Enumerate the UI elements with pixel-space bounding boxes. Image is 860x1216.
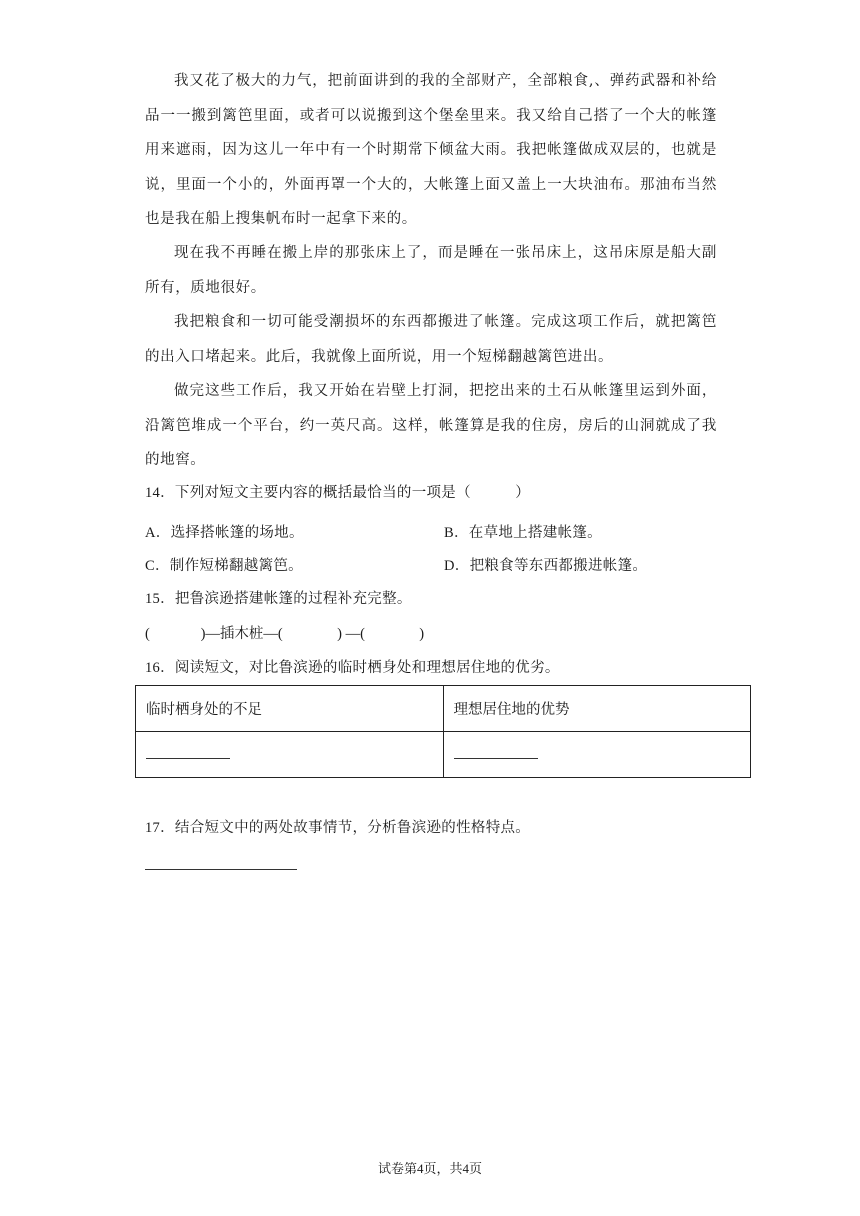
answer-blank-line[interactable] <box>146 746 230 759</box>
answer-cell-advantages[interactable] <box>443 732 751 778</box>
answer-blank-line-q17[interactable] <box>145 869 297 870</box>
table-answer-row <box>136 732 751 778</box>
passage-paragraph-1: 我又花了极大的力气，把前面讲到的我的全部财产，全部粮食,、弹药武器和补给品一一搬到篱笆里面，或者可以说搬到这个堡垒里来。我又给自己搭了一个大的帐篷用来遮雨，因为这儿一年中有一个时期常下倾盆大雨。我把帐篷做成双层的，也就是说，里面一个小的，外面再罩一个大的，大帐篷上面又盖上一大块油布。那油布当然也是我在船上搜集帆布时一起拿下来的。 <box>145 73 717 227</box>
option-d[interactable]: D．把粮食等东西都搬进帐篷。 <box>444 558 648 574</box>
question-14: 14．下列对短文主要内容的概括最恰当的一项是（ ） <box>145 485 531 501</box>
question-15: 15．把鲁滨逊搭建帐篷的过程补充完整。 <box>145 591 412 607</box>
process-flow-blanks[interactable]: ( )—插木桩—( ) —( ) <box>145 626 425 642</box>
table-header-shortcomings: 临时栖身处的不足 <box>136 686 444 732</box>
passage-paragraph-3: 我把粮食和一切可能受潮损坏的东西都搬进了帐篷。完成这项工作后，就把篱笆的出入口堵起来。此后，我就像上面所说，用一个短梯翻越篱笆进出。 <box>145 314 717 365</box>
question-16: 16．阅读短文，对比鲁滨逊的临时栖身处和理想居住地的优劣。 <box>145 660 560 676</box>
passage-paragraph-2: 现在我不再睡在搬上岸的那张床上了，而是睡在一张吊床上，这吊床原是船大副所有，质地很好。 <box>145 245 717 296</box>
answer-blank-line[interactable] <box>454 746 538 759</box>
passage-paragraph-4: 做完这些工作后，我又开始在岩壁上打洞，把挖出来的土石从帐篷里运到外面，沿篱笆堆成一个平台，约一英尺高。这样，帐篷算是我的住房，房后的山洞就成了我的地窖。 <box>145 383 717 468</box>
comparison-table <box>135 685 751 778</box>
table-header-row <box>136 686 751 732</box>
table-header-advantages: 理想居住地的优势 <box>443 686 751 732</box>
question-17: 17．结合短文中的两处故事情节，分析鲁滨逊的性格特点。 <box>145 820 531 836</box>
answer-cell-shortcomings[interactable] <box>136 732 444 778</box>
option-a[interactable]: A．选择搭帐篷的场地。 <box>145 525 304 541</box>
option-c[interactable]: C．制作短梯翻越篱笆。 <box>145 558 303 574</box>
page-footer: 试卷第4页，共4页 <box>377 1161 482 1176</box>
option-b[interactable]: B．在草地上搭建帐篷。 <box>444 525 602 541</box>
